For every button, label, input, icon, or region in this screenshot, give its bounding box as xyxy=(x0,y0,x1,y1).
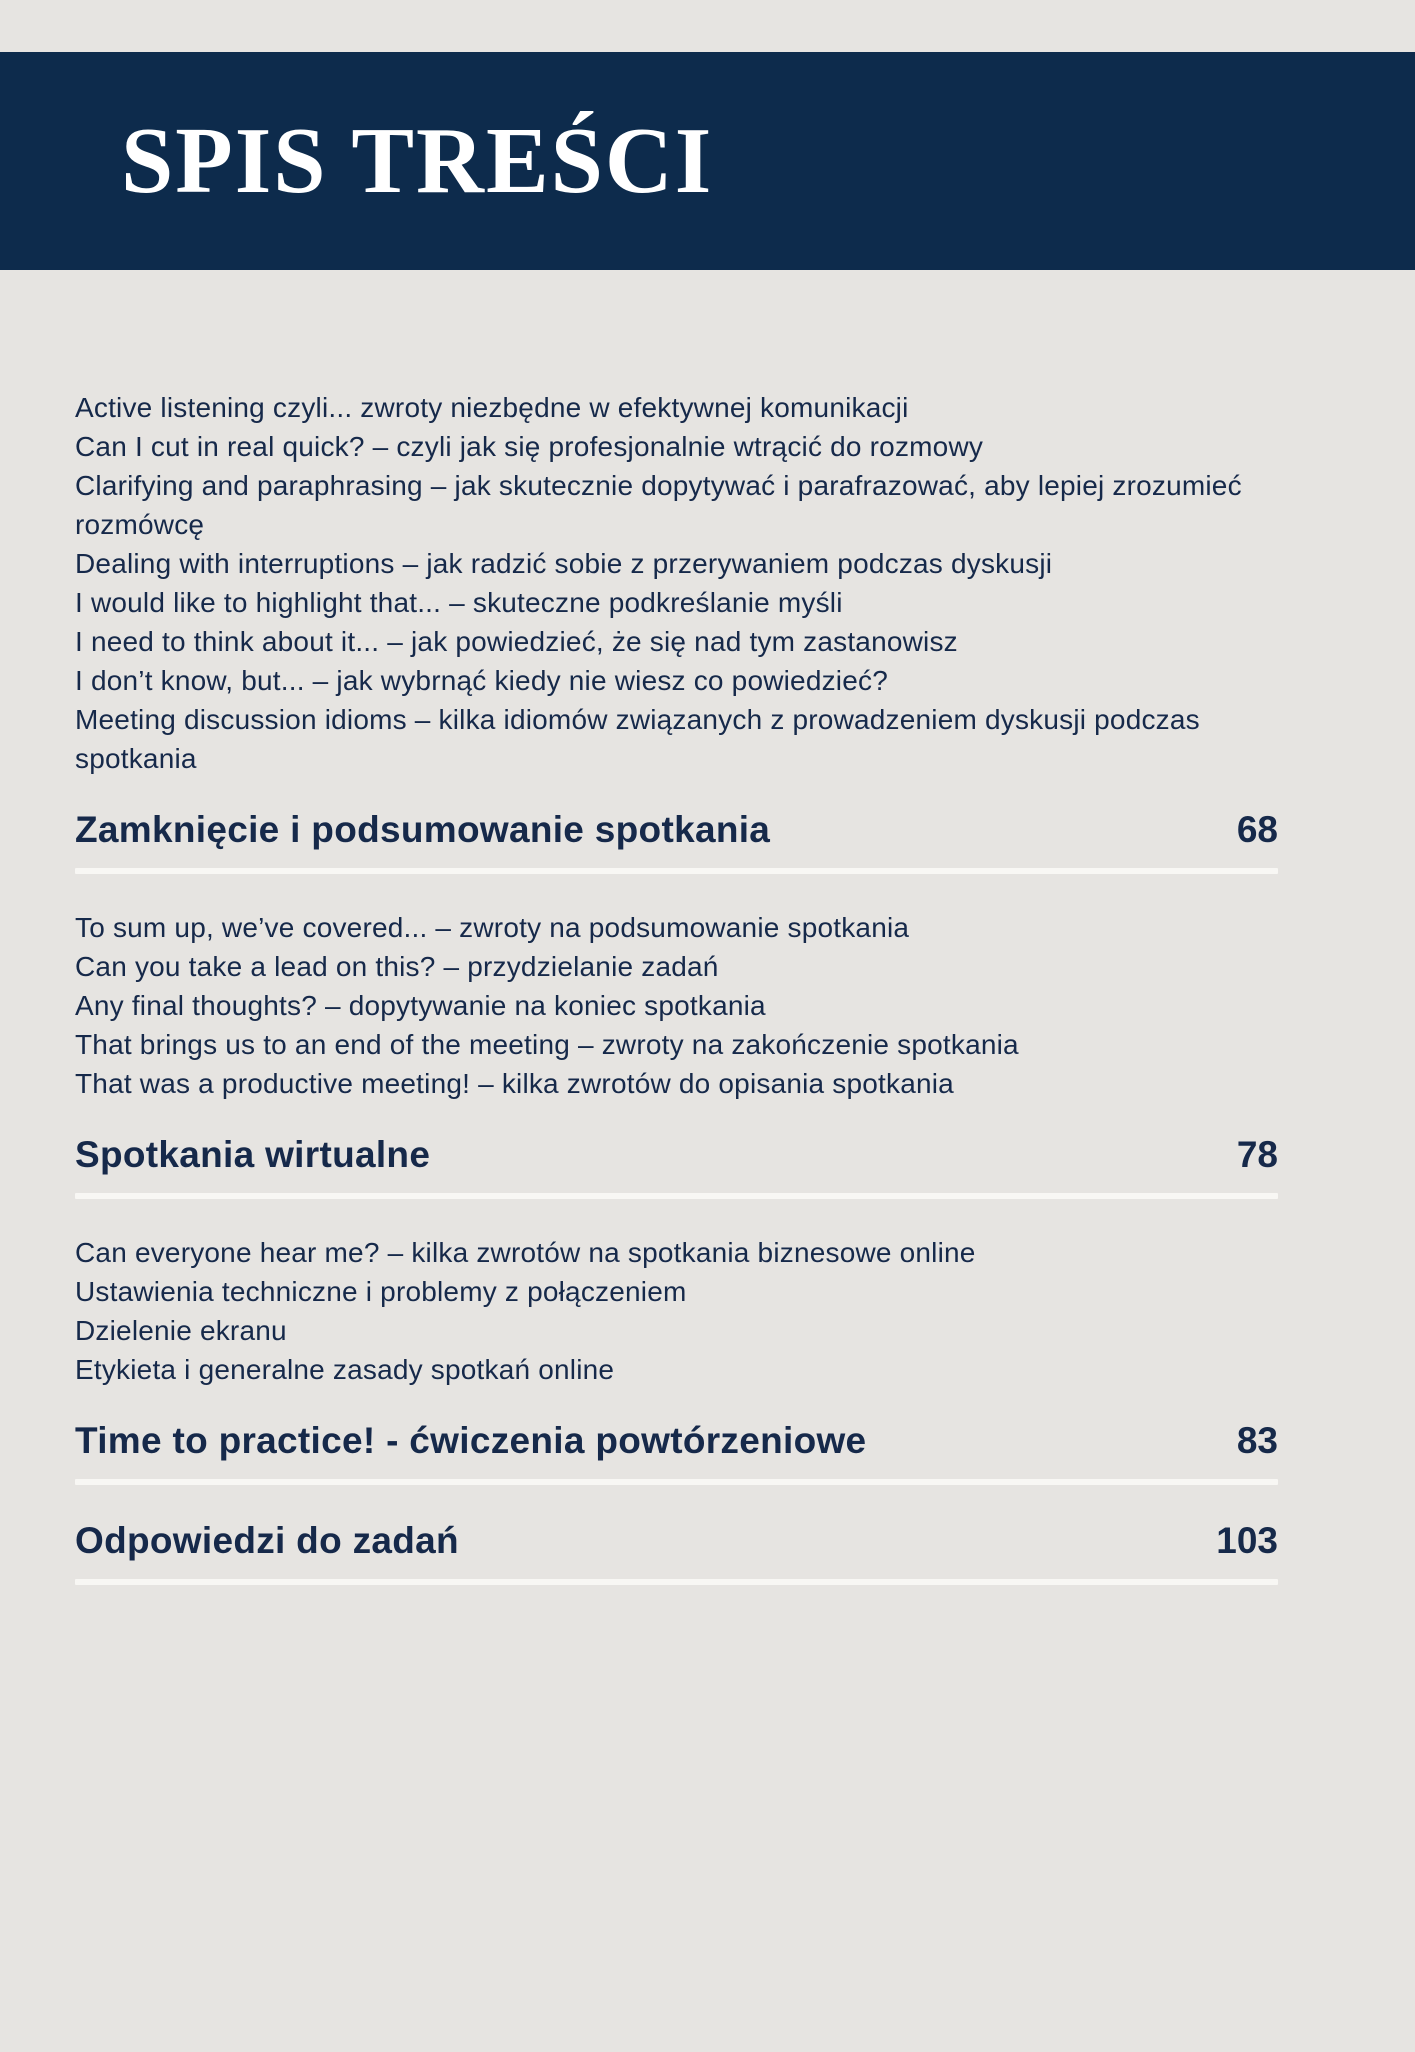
toc-entry: Can you take a lead on this? – przydzielanie zadań xyxy=(75,951,719,982)
toc-entry: Can everyone hear me? – kilka zwrotów na spotkania biznesowe online xyxy=(75,1237,976,1268)
toc-entry: Dzielenie ekranu xyxy=(75,1315,287,1346)
toc-entry: I would like to highlight that... – skuteczne podkreślanie myśli xyxy=(75,587,843,618)
section-title: Time to practice! - ćwiczenia powtórzeniowe xyxy=(75,1420,867,1461)
toc-entry: That brings us to an end of the meeting – zwroty na zakończenie spotkania xyxy=(75,1029,1019,1060)
toc-entry: Can I cut in real quick? – czyli jak się profesjonalnie wtrącić do rozmowy xyxy=(75,431,984,462)
section-divider xyxy=(75,1579,1278,1585)
toc-entry: Etykieta i generalne zasady spotkań online xyxy=(75,1354,615,1385)
toc-entry: Dealing with interruptions – jak radzić sobie z przerywaniem podczas dyskusji xyxy=(75,548,1053,579)
section-heading-time-to-practice xyxy=(75,1419,1278,1463)
section-title: Zamknięcie i podsumowanie spotkania xyxy=(75,809,771,850)
section-title: Odpowiedzi do zadań xyxy=(75,1520,459,1561)
section-heading-odpowiedzi xyxy=(75,1519,1278,1563)
section-page-number: 78 xyxy=(1236,1134,1278,1175)
toc-entry: Ustawienia techniczne i problemy z połączeniem xyxy=(75,1276,687,1307)
toc-entry: That was a productive meeting! – kilka zwrotów do opisania spotkania xyxy=(75,1068,954,1099)
section-divider xyxy=(75,1479,1278,1485)
toc-list-2 xyxy=(75,908,1278,1103)
toc-entry: I don’t know, but... – jak wybrnąć kiedy nie wiesz co powiedzieć? xyxy=(75,665,888,696)
page-title: SPIS TREŚCI xyxy=(121,109,714,213)
toc-entry: Active listening czyli... zwroty niezbędne w efektywnej komunikacji xyxy=(75,392,909,423)
toc-list-1 xyxy=(75,388,1278,778)
toc-entry: I need to think about it... – jak powiedzieć, że się nad tym zastanowisz xyxy=(75,626,958,657)
section-divider xyxy=(75,868,1278,874)
toc-list-3 xyxy=(75,1233,1278,1389)
section-page-number: 103 xyxy=(1216,1520,1278,1561)
section-heading-zamkniecie xyxy=(75,808,1278,852)
toc-entry: Any final thoughts? – dopytywanie na koniec spotkania xyxy=(75,990,766,1021)
toc-entry: Clarifying and paraphrasing – jak skutecznie dopytywać i parafrazować, aby lepiej zrozumieć rozmówcę xyxy=(75,470,1242,540)
section-divider xyxy=(75,1193,1278,1199)
toc-entry: Meeting discussion idioms – kilka idiomów związanych z prowadzeniem dyskusji podczas spotkania xyxy=(75,704,1200,774)
toc-entry: To sum up, we’ve covered... – zwroty na podsumowanie spotkania xyxy=(75,912,910,943)
toc-content xyxy=(75,388,1278,1585)
section-heading-spotkania-wirtualne xyxy=(75,1133,1278,1177)
toc-page xyxy=(0,52,1415,2052)
section-title: Spotkania wirtualne xyxy=(75,1134,431,1175)
header-band xyxy=(0,52,1415,270)
section-page-number: 83 xyxy=(1236,1420,1278,1461)
section-page-number: 68 xyxy=(1236,809,1278,850)
